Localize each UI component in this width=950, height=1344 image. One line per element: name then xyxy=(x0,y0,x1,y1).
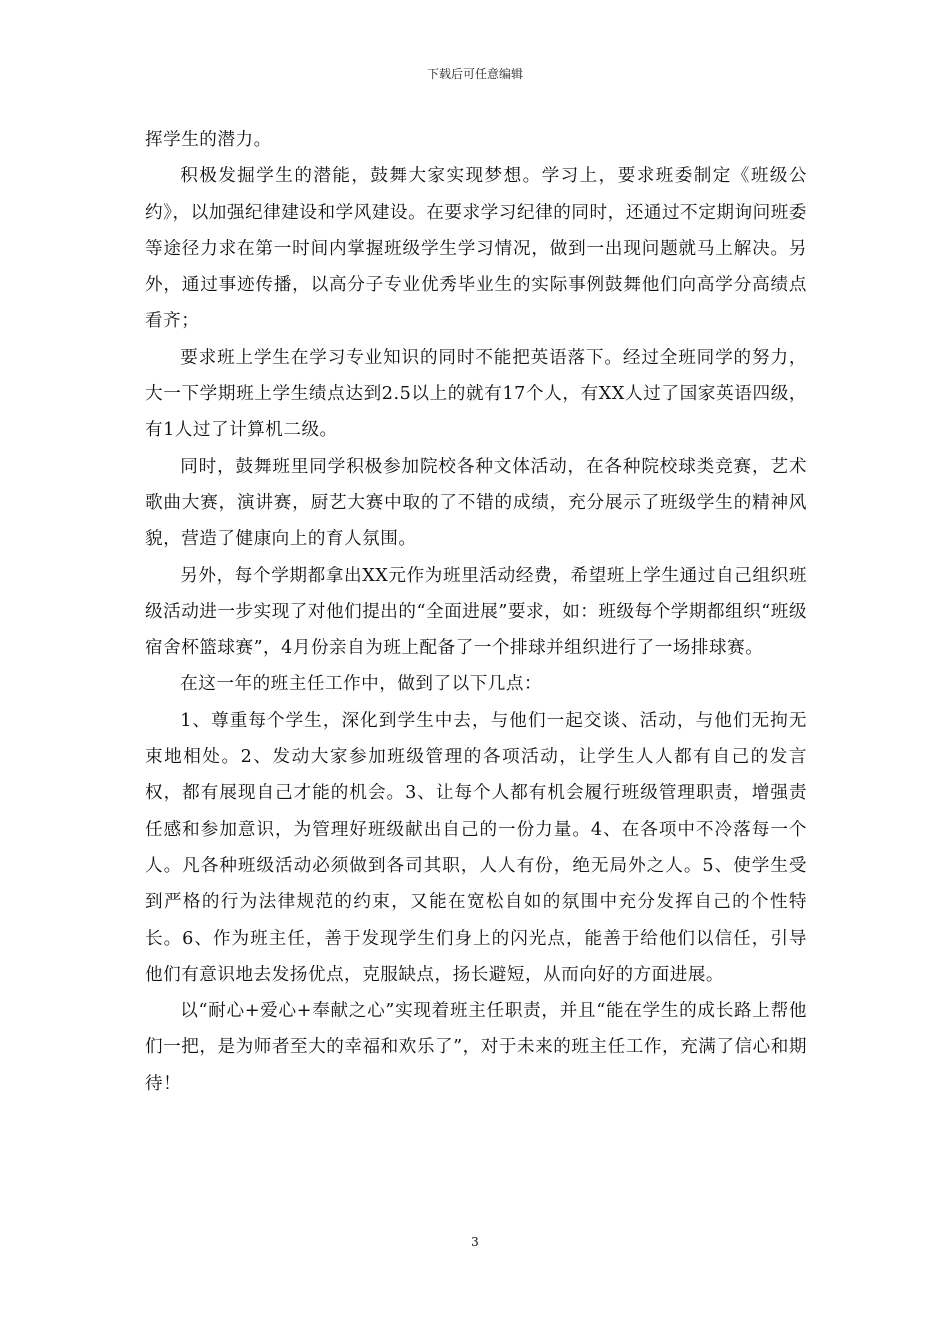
paragraph: 在这一年的班主任工作中，做到了以下几点： xyxy=(180,674,543,695)
paragraph: 1、尊重每个学生，深化到学生中去，与他们一起交谈、活动，与他们无拘无束地相处。2、发动大家参加班级管理的各项活动，让学生人人都有自己的发言权，都有展现自己才能的机会。3、让每个人都有机会履行班级管理职责，增强责任感和参加意识，为管理好班级献出自己的一份力量。4、在各项中不冷落每一个人。凡各种班级活动必须做到各司其职，人人有份，绝无局外之人。5、使学生受到严格的行为法律规范的约束，又能在宽松自如的氛围中充分发挥自己的个性特长。6、作为班主任，善于发现学生们身上的闪光点，能善于给他们以信任，引导他们有意识地去发扬优点，克服缺点，扬长避短，从而向好的方面进展。 xyxy=(145,710,807,985)
paragraph: 另外，每个学期都拿出XX元作为班里活动经费，希望班上学生通过自己组织班级活动进一步实现了对他们提出的“全面进展”要求，如：班级每个学期都组织“班级宿舍杯篮球赛”，4月份亲自为班上配备了一个排球并组织进行了一场排球赛。 xyxy=(145,565,807,659)
paragraph: 同时，鼓舞班里同学积极参加院校各种文体活动，在各种院校球类竞赛，艺术歌曲大赛，演讲赛，厨艺大赛中取的了不错的成绩，充分展示了班级学生的精神风貌，营造了健康向上的育人氛围。 xyxy=(145,456,807,550)
document-body xyxy=(145,122,807,1102)
paragraph: 以“耐心+爱心+奉献之心”实现着班主任职责，并且“能在学生的成长路上帮他们一把，是为师者至大的幸福和欢乐了”，对于未来的班主任工作，充满了信心和期待！ xyxy=(145,1001,807,1094)
paragraph: 积极发掘学生的潜能，鼓舞大家实现梦想。学习上，要求班委制定《班级公约》，以加强纪律建设和学风建设。在要求学习纪律的同时，还通过不定期询问班委等途径力求在第一时间内掌握班级学生学习情况，做到一出现问题就马上解决。另外，通过事迹传播，以高分子专业优秀毕业生的实际事例鼓舞他们向高学分高绩点看齐； xyxy=(145,166,807,332)
paragraph: 要求班上学生在学习专业知识的同时不能把英语落下。经过全班同学的努力，大一下学期班上学生绩点达到2.5以上的就有17个人，有XX人过了国家英语四级，有1人过了计算机二级。 xyxy=(145,347,807,441)
page-number: 3 xyxy=(471,1235,479,1249)
page-header: 下载后可任意编辑 xyxy=(426,67,523,81)
paragraph-continuation: 挥学生的潜力。 xyxy=(145,130,272,150)
